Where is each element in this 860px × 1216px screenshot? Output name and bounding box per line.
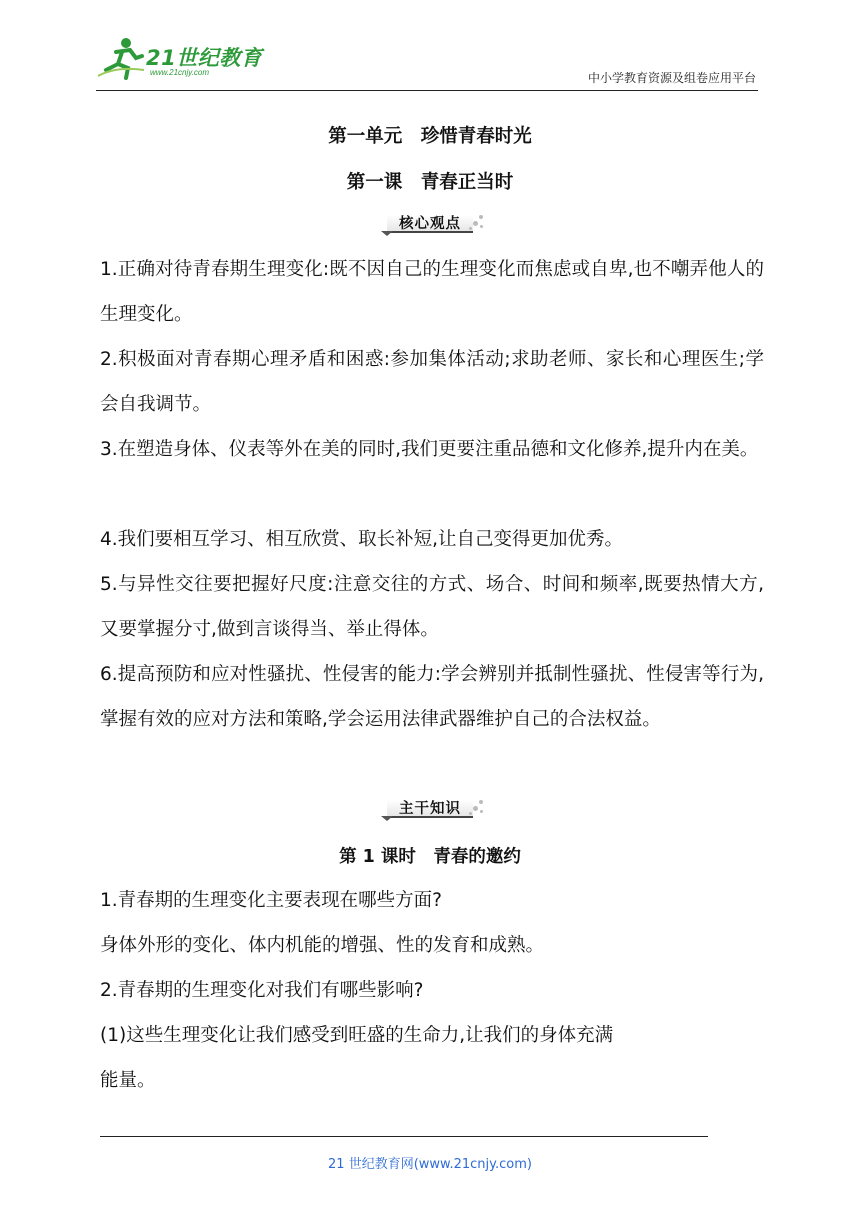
point-6: 6.提高预防和应对性骚扰、性侵害的能力:学会辨别并抵制性骚扰、性侵害等行为,掌握有效的应对方法和策略,学会运用法律武器维护自己的合法权益。 — [100, 664, 764, 730]
footer-link[interactable]: 21 世纪教育网(www.21cnjy.com) — [328, 1157, 532, 1172]
point-1: 1.正确对待青春期生理变化:既不因自己的生理变化而焦虑或自卑,也不嘲弄他人的生理变化。 — [100, 259, 764, 325]
logo-url: www.21cnjy.com — [150, 68, 209, 77]
point-3: 3.在塑造身体、仪表等外在美的同时,我们更要注重品德和文化修养,提升内在美。 — [100, 439, 759, 460]
section-label: 核心观点 — [399, 216, 461, 232]
point-5: 5.与异性交往要把握好尺度:注意交往的方式、场合、时间和频率,既要热情大方,又要掌握分寸,做到言谈得当、举止得体。 — [100, 574, 764, 640]
logo-text: 21世纪教育 — [146, 46, 263, 70]
answer-2-line-2: 能量。 — [100, 1070, 156, 1091]
section-badge-core-points — [381, 207, 491, 237]
lesson-title: 第一课 青春正当时 — [346, 172, 514, 193]
answer-1: 身体外形的变化、体内机能的增强、性的发育和成熟。 — [100, 935, 545, 956]
runner-logo-icon — [96, 36, 148, 80]
answer-2-line-1: (1)这些生理变化让我们感受到旺盛的生命力,让我们的身体充满 — [100, 1025, 614, 1046]
platform-label: 中小学教育资源及组卷应用平台 — [587, 71, 756, 85]
question-2: 2.青春期的生理变化对我们有哪些影响? — [100, 980, 424, 1001]
point-2: 2.积极面对青春期心理矛盾和困惑:参加集体活动;求助老师、家长和心理医生;学会自我调节。 — [100, 349, 764, 415]
section-badge-main-knowledge — [381, 792, 491, 822]
question-1: 1.青春期的生理变化主要表现在哪些方面? — [100, 890, 442, 911]
footer-divider — [100, 1136, 708, 1137]
point-4: 4.我们要相互学习、相互欣赏、取长补短,让自己变得更加优秀。 — [100, 529, 624, 550]
unit-title: 第一单元 珍惜青春时光 — [328, 126, 532, 147]
page-header — [96, 30, 758, 91]
section-label: 主干知识 — [399, 801, 461, 817]
period-title: 第 1 课时 青春的邀约 — [339, 847, 521, 867]
logo — [96, 36, 266, 86]
